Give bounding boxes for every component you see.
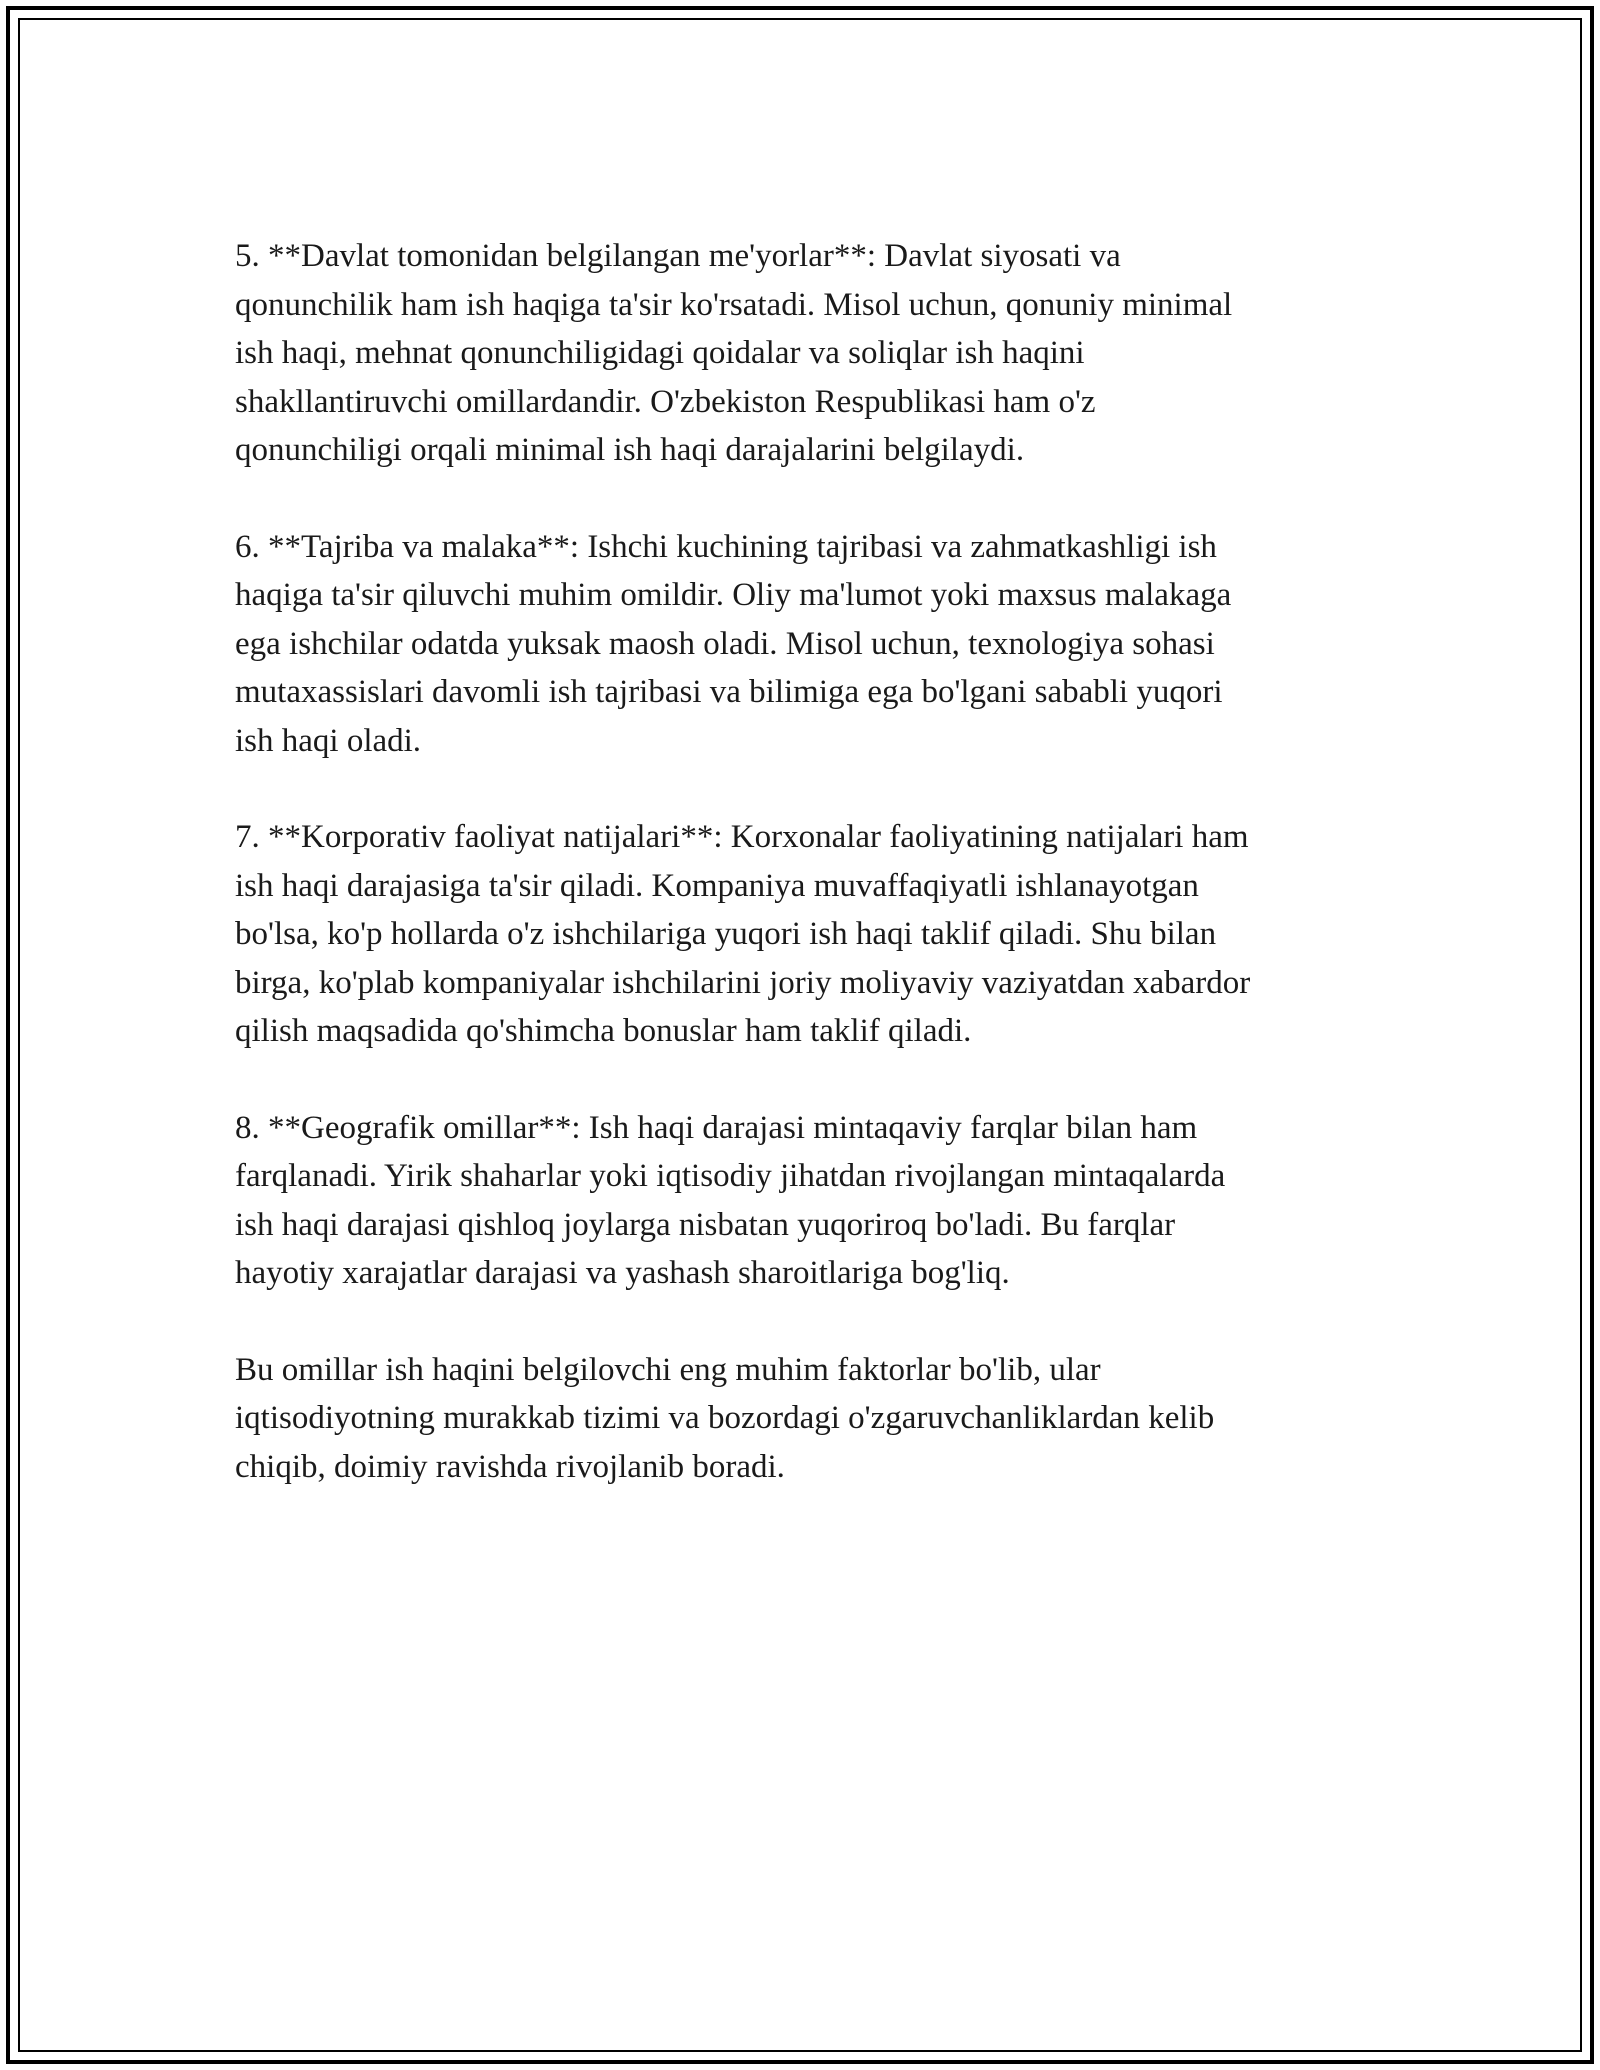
paragraph-corporate-performance: 7. **Korporativ faoliyat natijalari**: Korxonalar faoliyatining natijalari ham ish haqi darajasiga ta'sir qiladi. Kompaniya muvaffaqiyatli ishlanayotgan bo'lsa, ko'p hollarda o'z ishchilariga yuqori ish haqi taklif qiladi. Shu bilan birga, ko'plab kompaniyalar ishchilarini joriy moliyaviy vaziyatdan xabardor qilish maqsadida qo'shimcha bonuslar ham taklif qiladi. <box>235 819 1251 1049</box>
document-body <box>235 232 1375 1539</box>
paragraph-conclusion: Bu omillar ish haqini belgilovchi eng muhim faktorlar bo'lib, ular iqtisodiyotning murakkab tizimi va bozordagi o'zgaruvchanliklardan kelib chiqib, doimiy ravishda rivojlanib boradi. <box>235 1351 1215 1485</box>
paragraph-geographic-factors: 8. **Geografik omillar**: Ish haqi darajasi mintaqaviy farqlar bilan ham farqlanadi. Yirik shaharlar yoki iqtisodiy jihatdan rivojlangan mintaqalarda ish haqi darajasi qishloq joylarga nisbatan yuqoriroq bo'ladi. Bu farqlar hayotiy xarajatlar darajasi va yashash sharoitlariga bog'liq. <box>235 1109 1226 1291</box>
paragraph-government-standards: 5. **Davlat tomonidan belgilangan me'yorlar**: Davlat siyosati va qonunchilik ham ish haqiga ta'sir ko'rsatadi. Misol uchun, qonuniy minimal ish haqi, mehnat qonunchiligidagi qoidalar va soliqlar ish haqini shakllantiruvchi omillardandir. O'zbekiston Respublikasi ham o'z qonunchiligi orqali minimal ish haqi darajalarini belgilaydi. <box>235 238 1233 468</box>
paragraph-experience-qualification: 6. **Tajriba va malaka**: Ishchi kuchining tajribasi va zahmatkashligi ish haqiga ta'sir qiluvchi muhim omildir. Oliy ma'lumot yoki maxsus malakaga ega ishchilar odatda yuksak maosh oladi. Misol uchun, texnologiya sohasi mutaxassislari davomli ish tajribasi va bilimiga ega bo'lgani sababli yuqori ish haqi oladi. <box>235 528 1232 759</box>
